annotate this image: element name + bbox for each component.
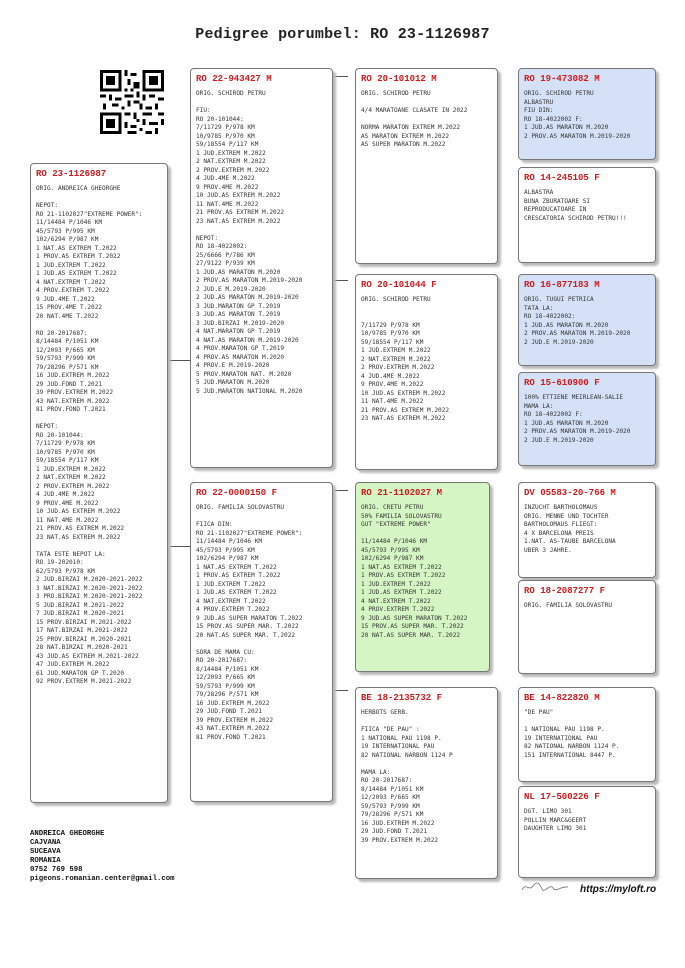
connector-line: [168, 360, 190, 361]
pigeon-details: ORIG. FAMILIA SOLOVASTRU: [524, 602, 613, 609]
pigeon-card-sire-dam: [355, 274, 498, 470]
pigeon-details: ALBASTRA BUNA ZBURATOARE SI REPRODUCATOARE IN CRESCATORIA SCHIROD PETRU!!!: [524, 189, 627, 222]
pigeon-card-sire: [190, 68, 333, 468]
pigeon-card-dam: [190, 482, 333, 802]
pigeon-details: ORIG. TUGUI PETRICA TATA LA: RO 18-4022002: 1 JUD.AS MARATON M.2020 2 PROV.AS MARATON M.2019-2020 2 JUD.E M.2019-2020: [524, 296, 631, 346]
ring-number: RO 19-473082 M: [524, 74, 600, 84]
pigeon-details: ORIG. SCHIROD PETRU 7/11729 P/978 KM 10/9785 P/970 KM 59/18554 P/117 KM 1 JUD.EXTREM M.2022 2 NAT.EXTREM M.2022 2 PROV.EXTREM M.2022 4 JUD.4ME M.2022 9 PROV.4ME M.2022 10 JUD.AS EXTREM M.2022 11 NAT.4ME M.2022 21 PROV.AS EXTREM M.2022 23 NAT.AS EXTREM M.2022: [361, 296, 450, 422]
ring-number: NL 17-500226 F: [524, 792, 600, 802]
pigeon-details: HERBOTS GERB. FIICA "DE PAU" : 1 NATIONAL PAU 1198 P. 19 INTERNATIONAL PAU 82 NATIONAL NARBON 1124 P MAMA LA: RO 20-2017687: 8/14484 P/1051 KM 12/2093 P/665 KM 59/5793 P/999 KM 79/28296 P/571 KM 16 JUD.EXTREM M.2022 29 JUD.FOND T.2021 39 PROV.EXTREM M.2022: [361, 709, 453, 844]
pigeon-card-ddd: [518, 786, 656, 878]
ring-number: RO 15-610900 F: [524, 378, 600, 388]
connector-line: [333, 490, 348, 491]
signature-icon: [520, 880, 570, 894]
connector-line: [168, 360, 169, 546]
pigeon-card-sire-sire: [355, 68, 498, 264]
ring-number: RO 22-943427 M: [196, 74, 272, 84]
pigeon-card-subject: [30, 163, 168, 803]
pigeon-details: ORIG. SCHIROD PETRU 4/4 MARATOANE CLASATE IN 2022 NORMA MARATON EXTREM M.2022 AS MARATON EXTREM M.2022 AS SUPER MARATON M.2022: [361, 90, 468, 148]
pigeon-card-dds: [518, 687, 656, 782]
pigeon-details: "DE PAU" 1 NATIONAL PAU 1198 P. 19 INTERNATIONAL PAU 82 NATIONAL NARBON 1124 P. 151 INTERNATIONAL 8447 P.: [524, 709, 620, 759]
pigeon-card-dsd: [518, 580, 656, 674]
connector-line: [333, 280, 348, 281]
ring-number: RO 18-2087277 F: [524, 586, 606, 596]
pigeon-details: ORIG. SCHIROD PETRU ALBASTRU FIU DIN: RO 18-4022002 F: 1 JUD.AS MARATON M.2020 2 PROV.AS MARATON M.2019-2020: [524, 90, 631, 140]
pigeon-details: ORIG. FAMILIA SOLOVASTRU FIICA DIN: RO 21-1102027"EXTREME POWER": 11/14484 P/1046 KM 45/5793 P/995 KM 102/6294 P/987 KM 1 NAT.AS EXTREM T.2022 1 PROV.AS EXTREM T.2022 1 JUD.EXTREM T.2022 1 JUD.AS EXTREM T.2022 4 NAT.EXTREM T.2022 4 PROV.EXTREM T.2022 9 JUD.AS SUPER MARATON T.2022 15 PROV.AS SUPER MAR. T.2022 20 NAT.AS SUPER MAR. T.2022 SORA DE MAMA CU: RO 20-2017687: 8/14484 P/1051 KM 12/2093 P/665 KM 59/5793 P/999 KM 79/28296 P/571 KM 16 JUD.EXTREM M.2022 29 JUD.FOND T.2021 39 PROV.EXTREM M.2022 43 NAT.EXTREM M.2022 81 PROV.FOND T.2021: [196, 504, 303, 741]
connector-line: [168, 546, 190, 547]
page-title: Pedigree porumbel: RO 23-1126987: [195, 26, 490, 43]
website-link[interactable]: https://myloft.ro: [580, 884, 657, 895]
ring-number: RO 14-245105 F: [524, 173, 600, 183]
pigeon-details: ORIG. ANDREICA GHEORGHE NEPOT: RO 21-1102027"EXTREME POWER": 11/14484 P/1046 KM 45/5793 P/995 KM 102/6294 P/987 KM 1 NAT.AS EXTREM T.2022 1 PROV.AS EXTREM T.2022 1 JUD.EXTREM T.2022 1 JUD.AS EXTREM T.2022 4 NAT.EXTREM T.2022 4 PROV.EXTREM T.2022 9 JUD.4ME T.2022 15 PROV.4ME T.2022 20 NAT.4ME T.2022 RO 20-2017687: 8/14484 P/1051 KM 12/2093 P/665 KM 59/5793 P/999 KM 79/28296 P/571 KM 16 JUD.EXTREM M.2022 29 JUD.FOND T.2021 39 PROV.EXTREM M.2022 43 NAT.EXTREM M.2022 81 PROV.FOND T.2021 NEPOT: RO 20-101044: 7/11729 P/978 KM 10/9785 P/970 KM 59/18554 P/117 KM 1 JUD.EXTREM M.2022 2 NAT.EXTREM M.2022 2 PROV.EXTREM M.2022 4 JUD.4ME M.2022 9 PROV.4ME M.2022 10 JUD.AS EXTREM M.2022 11 NAT.4ME M.2022 21 PROV.AS EXTREM M.2022 23 NAT.AS EXTREM M.2022 TATA ESTE NEPOT LA: RO 19-202010: 62/5793 P/978 KM 2 JUD.BIRZAI M.2020-2021-2022 3 NAT.BIRZAI M.2020-2021-2022 3 PRO.BIRZAI M.2020-2021-2022 5 JUD.BIRZAI M.2021-2022 7 JUD.BIRZAI M.2020-2021 15 PROV.BIRZAI M.2021-2022 17 NAT.BIRZAI M.2021-2022 25 PROV.BIRZAI M.2020-2021 28 NAT.BIRZAI M.2020-2021 43 JUD.AS EXTREM M.2021-2022 47 JUD.EXTREM M.2022 61 JUD.MARATON GP T.2020 92 PROV.EXTREM M.2021-2022: [36, 185, 143, 685]
pigeon-card-sds: [518, 274, 656, 366]
pigeon-details: 100% ETTIENE MEIRLEAN-SALIE MAMA LA: RO 18-4022002 F: 1 JUD.AS MARATON M.2020 2 PROV.AS MARATON M.2019-2020 2 JUD.E M.2019-2020: [524, 394, 631, 444]
ring-number: RO 20-101012 M: [361, 74, 437, 84]
ring-number: RO 20-101044 F: [361, 280, 437, 290]
pigeon-details: INZUCHT BARTHOLOMAUS ORIG. MENNE UND TOCHTER BARTHOLOMAUS FLIEGT: 4 X BARCELONA PREIS 1.NAT. AS-TAUBE BARCELONA UBER 3 JAHRE.: [524, 504, 616, 554]
ring-number: BE 14-822820 M: [524, 693, 600, 703]
ring-number: RO 16-877183 M: [524, 280, 600, 290]
ring-number: RO 21-1102027 M: [361, 488, 443, 498]
connector-line: [333, 690, 348, 691]
pigeon-details: ORIG. CRETU PETRU 50% FAMILIA SOLOVASTRU GUT "EXTREME POWER" 11/14484 P/1046 KM 45/5793 P/995 KM 102/6294 P/987 KM 1 NAT.AS EXTREM T.2022 1 PROV.AS EXTREM T.2022 1 JUD.EXTREM T.2022 1 JUD.AS EXTREM T.2022 4 NAT.EXTREM T.2022 4 PROV.EXTREM T.2022 9 JUD.AS SUPER MARATON T.2022 15 PROV.AS SUPER MAR. T.2022 20 NAT.AS SUPER MAR. T.2022: [361, 504, 468, 639]
pigeon-details: DGT. LIMO 301 POLLIN MARC&GEERT DAUGHTER LIMO 301: [524, 808, 587, 832]
ring-number: RO 23-1126987: [36, 169, 107, 179]
ring-number: DV 05583-20-766 M: [524, 488, 616, 498]
owner-contact: ANDREICA GHEORGHE CAJVANA SUCEAVA ROMANIA 0752 769 598 pigeons.romanian.center@gmail.com: [30, 830, 175, 883]
connector-line: [333, 76, 348, 77]
ring-number: RO 22-0000150 F: [196, 488, 278, 498]
ring-number: BE 18-2135732 F: [361, 693, 443, 703]
pigeon-card-ssd: [518, 167, 656, 263]
pigeon-card-dam-sire: [355, 482, 490, 672]
pigeon-details: ORIG. SCHIROD PETRU FIU: RO 20-101044: 7/11729 P/978 KM 10/9785 P/970 KM 59/18554 P/117 KM 1 JUD.EXTREM M.2022 2 NAT.EXTREM M.2022 2 PROV.EXTREM M.2022 4 JUD.4ME M.2022 9 PROV.4ME M.2022 10 JUD.AS EXTREM M.2022 11 NAT.4ME M.2022 21 PROV.AS EXTREM M.2022 23 NAT.AS EXTREM M.2022 NEPOT: RO 18-4022002: 25/6666 P/786 KM 27/9122 P/939 KM 1 JUD.AS MARATON M.2020 2 PROV.AS MARATON M.2019-2020 2 JUD.E M.2019-2020 2 JUD.AS MARATON M.2019-2020 3 JUD.MARATON GP T.2019 3 JUD.AS MARATON T.2019 3 JUD.BIRZAI M.2019-2020 4 NAT.MARATON GP T.2019 4 NAT.AS MARATON M.2019-2020 4 PROV.MARATON GP T.2019 4 PROV.AS MARATON M.2020 4 PROV.E M.2019-2020 5 PROV.MARATON NAT. M.2020 5 JUD.MARATON M.2020 5 JUD.MARATON NATIONAL M.2020: [196, 90, 303, 395]
pigeon-card-dss: [518, 482, 656, 578]
pigeon-card-sss: [518, 68, 656, 160]
pigeon-card-dam-dam: [355, 687, 498, 879]
pigeon-card-sdd: [518, 372, 656, 466]
qr-code-icon: [100, 70, 164, 134]
